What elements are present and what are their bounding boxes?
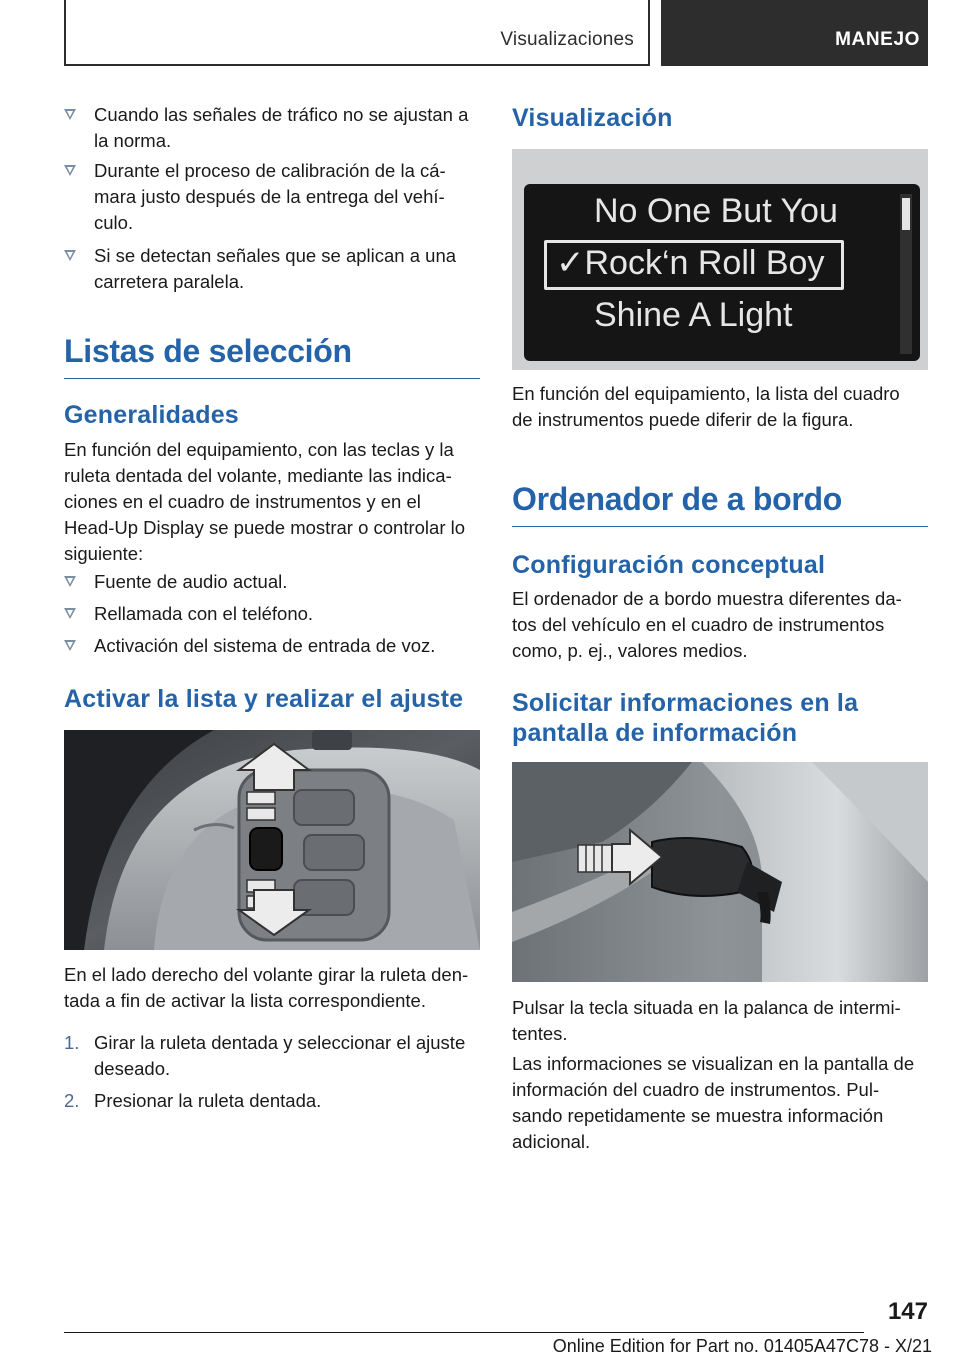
subsection-heading: Solicitar informaciones en la pantalla de información: [512, 689, 859, 747]
triangle-bullet-icon: [64, 576, 76, 587]
paragraph: Las informaciones se visualizan en la pantalla de información del cuadro de instrumentos. Pul‐ sando repetidamente se muestra información adicional.: [512, 1053, 915, 1152]
display-list-item-selected: ✓Rock‘n Roll Boy: [556, 244, 825, 282]
step-number: 1.: [64, 1032, 80, 1053]
page-header: [64, 0, 928, 66]
header-chapter-tab: MANEJO: [661, 0, 928, 66]
subsection-heading: Configuración conceptual: [512, 551, 826, 579]
subsection-heading: Visualización: [512, 104, 673, 132]
paragraph: El ordenador de a bordo muestra diferentes da‐ tos del vehículo en el cuadro de instrumentos como, p. ej., valores medios.: [512, 588, 902, 661]
footer-edition: Online Edition for Part no. 01405A47C78 - X/21: [552, 1336, 932, 1356]
display-screen: [524, 184, 920, 361]
triangle-bullet-icon: [64, 640, 76, 651]
display-scrollbar-thumb: [902, 198, 910, 230]
instrument-display-image: [512, 149, 928, 370]
section-heading: Ordenador de a bordo: [512, 481, 928, 527]
turn-signal-lever-image: [512, 762, 928, 982]
header-section-title: Visualizaciones: [500, 29, 634, 50]
page-number: 147: [887, 1298, 928, 1325]
paragraph: En el lado derecho del volante girar la ruleta den‐ tada a fin de activar la lista correspondiente.: [64, 964, 469, 1011]
paragraph: Pulsar la tecla situada en la palanca de intermi‐ tentes.: [512, 997, 901, 1044]
triangle-bullet-icon: [64, 109, 76, 120]
paragraph: En función del equipamiento, con las teclas y la ruleta dentada del volante, mediante las indica‐ ciones en el cuadro de instrumentos y en el Head-Up Display se puede mostrar o controlar lo siguiente:: [64, 439, 466, 564]
step-number: 2.: [64, 1090, 80, 1111]
section-heading: Listas de selección: [64, 333, 480, 379]
triangle-bullet-icon: [64, 165, 76, 176]
triangle-bullet-icon: [64, 608, 76, 619]
footer-divider: [64, 1332, 864, 1333]
display-list-item: No One But You: [594, 192, 838, 230]
paragraph: En función del equipamiento, la lista del cuadro de instrumentos puede diferir de la figura.: [512, 383, 900, 430]
triangle-bullet-icon: [64, 250, 76, 261]
display-list-item: Shine A Light: [594, 296, 793, 334]
subsection-heading: Generalidades: [64, 401, 239, 429]
steering-wheel-image: [64, 730, 480, 950]
subsection-heading: Activar la lista y realizar el ajuste: [64, 685, 464, 713]
header-section-box: [64, 0, 650, 66]
